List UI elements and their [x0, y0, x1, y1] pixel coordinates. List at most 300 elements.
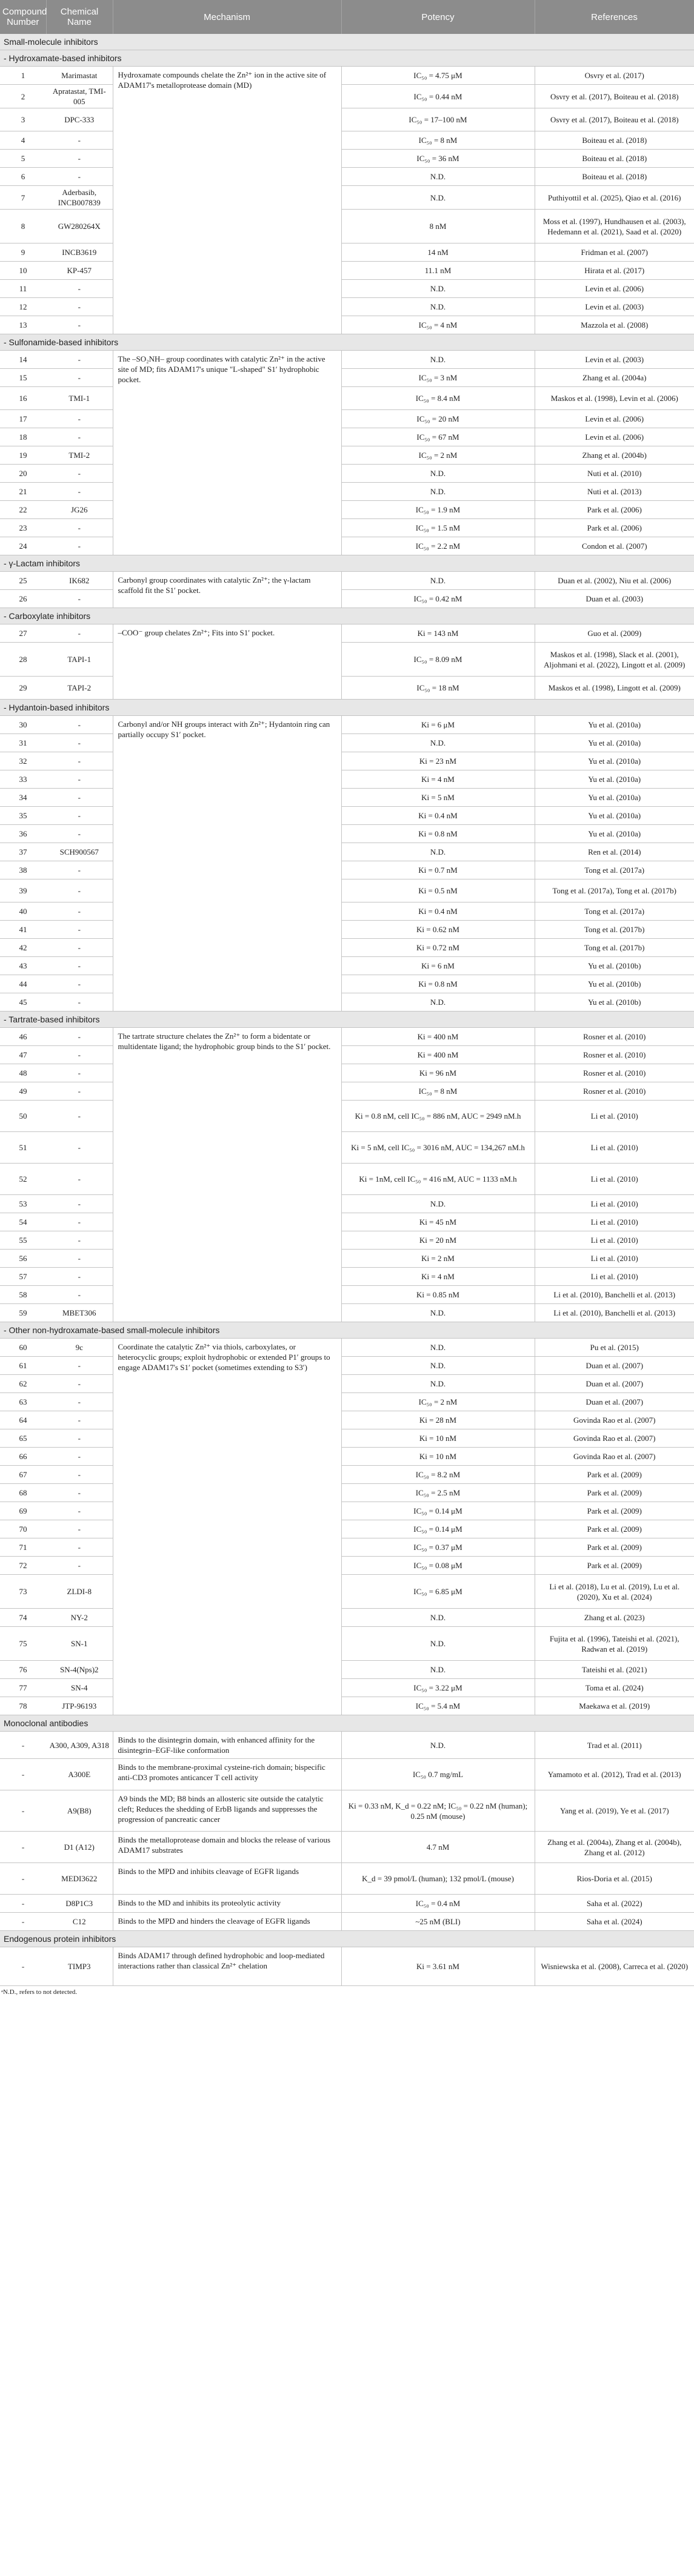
table-row: [0, 807, 694, 825]
potency: IC₅₀ = 2.5 nM: [341, 1484, 535, 1502]
chemical-name: -: [46, 957, 113, 975]
chemical-name: -: [46, 1231, 113, 1250]
potency: Ki = 28 nM: [341, 1411, 535, 1429]
chemical-name: Apratastat, TMI-005: [46, 85, 113, 108]
potency: N.D.: [341, 280, 535, 298]
mechanism: Binds to the disintegrin domain, with enhanced affinity for the disintegrin–EGF-like conformation: [113, 1732, 341, 1759]
reference: Maskos et al. (1998), Lingott et al. (2009): [535, 677, 694, 700]
potency: Ki = 6 nM: [341, 957, 535, 975]
potency: Ki = 10 nM: [341, 1429, 535, 1448]
table-row: [0, 770, 694, 789]
header-row: [0, 0, 694, 34]
chemical-name: Aderbasib, INCB007839: [46, 186, 113, 210]
compound-number: 20: [0, 465, 46, 483]
potency: Ki = 0.4 nM: [341, 807, 535, 825]
compound-number: 2: [0, 85, 46, 108]
potency: IC₅₀ = 20 nM: [341, 410, 535, 428]
compound-number: 43: [0, 957, 46, 975]
potency: IC₅₀ = 1.5 nM: [341, 519, 535, 537]
compound-number: 36: [0, 825, 46, 843]
table-row: [0, 428, 694, 446]
table-row: [0, 1286, 694, 1304]
chemical-name: INCB3619: [46, 243, 113, 262]
table-row: [0, 1575, 694, 1609]
subsection-header: [0, 555, 694, 572]
table-row: [0, 861, 694, 879]
compound-number: 54: [0, 1213, 46, 1231]
table-row: [0, 1357, 694, 1375]
reference: Moss et al. (1997), Hundhausen et al. (2003), Hedemann et al. (2021), Saad et al. (2020): [535, 210, 694, 243]
table-row: [0, 1947, 694, 1986]
compound-number: 1: [0, 67, 46, 85]
chemical-name: -: [46, 590, 113, 608]
table-row: [0, 351, 694, 369]
potency: N.D.: [341, 1732, 535, 1759]
chemical-name: A300E: [46, 1759, 113, 1790]
reference: Osvry et al. (2017), Boiteau et al. (2018): [535, 85, 694, 108]
potency: N.D.: [341, 993, 535, 1012]
section-label: Monoclonal antibodies: [0, 1715, 694, 1732]
potency: Ki = 0.8 nM: [341, 975, 535, 993]
potency: IC₅₀ = 0.08 μM: [341, 1557, 535, 1575]
table-row: [0, 186, 694, 210]
table-row: [0, 150, 694, 168]
potency: ~25 nM (BLI): [341, 1913, 535, 1931]
potency: IC₅₀ = 8 nM: [341, 131, 535, 150]
table-row: [0, 387, 694, 410]
chemical-name: -: [46, 1502, 113, 1520]
compound-number: 16: [0, 387, 46, 410]
table-row: [0, 1375, 694, 1393]
reference: Li et al. (2010), Banchelli et al. (2013): [535, 1304, 694, 1322]
reference: Yu et al. (2010a): [535, 789, 694, 807]
compound-number: 67: [0, 1466, 46, 1484]
table-row: [0, 262, 694, 280]
potency: Ki = 4 nM: [341, 770, 535, 789]
compound-number: 78: [0, 1697, 46, 1715]
chemical-name: C12: [46, 1913, 113, 1931]
reference: Duan et al. (2007): [535, 1357, 694, 1375]
chemical-name: -: [46, 1250, 113, 1268]
mechanism: –COO⁻ group chelates Zn²⁺; Fits into S1′ pocket.: [113, 624, 341, 700]
chemical-name: TIMP3: [46, 1947, 113, 1986]
potency: N.D.: [341, 168, 535, 186]
potency: IC₅₀ = 0.14 μM: [341, 1520, 535, 1538]
section-header: [0, 1931, 694, 1947]
chemical-name: -: [46, 168, 113, 186]
table-row: [0, 298, 694, 316]
reference: Boiteau et al. (2018): [535, 168, 694, 186]
potency: 14 nM: [341, 243, 535, 262]
potency: 4.7 nM: [341, 1832, 535, 1863]
compound-number: -: [0, 1895, 46, 1913]
section-label: Endogenous protein inhibitors: [0, 1931, 694, 1947]
chemical-name: -: [46, 465, 113, 483]
mechanism: Binds to the MD and inhibits its proteolytic activity: [113, 1895, 341, 1913]
mechanism: A9 binds the MD; B8 binds an allosteric site outside the catalytic cleft; Reduces the shedding of ErbB ligands and suppresses the progression of pancreatic cancer: [113, 1790, 341, 1832]
chemical-name: -: [46, 428, 113, 446]
table-row: [0, 1609, 694, 1627]
chemical-name: -: [46, 1429, 113, 1448]
reference: Li et al. (2010): [535, 1213, 694, 1231]
subsection-header: [0, 700, 694, 716]
chemical-name: -: [46, 1028, 113, 1046]
table-row: [0, 1502, 694, 1520]
reference: Duan et al. (2007): [535, 1375, 694, 1393]
reference: Trad et al. (2011): [535, 1732, 694, 1759]
table-row: [0, 939, 694, 957]
reference: Yu et al. (2010a): [535, 770, 694, 789]
compound-number: 63: [0, 1393, 46, 1411]
chemical-name: -: [46, 1538, 113, 1557]
table-row: [0, 677, 694, 700]
compound-number: 28: [0, 643, 46, 677]
table-row: [0, 537, 694, 555]
potency: IC₅₀ = 67 nM: [341, 428, 535, 446]
subsection-label: - Other non-hydroxamate-based small-molecule inhibitors: [0, 1322, 694, 1339]
reference: Pu et al. (2015): [535, 1339, 694, 1357]
potency: IC₅₀ = 2 nM: [341, 446, 535, 465]
mechanism: Binds to the MPD and inhibits cleavage of EGFR ligands: [113, 1863, 341, 1895]
potency: Ki = 45 nM: [341, 1213, 535, 1231]
reference: Zhang et al. (2004a), Zhang et al. (2004b), Zhang et al. (2012): [535, 1832, 694, 1863]
reference: Boiteau et al. (2018): [535, 131, 694, 150]
table-row: [0, 752, 694, 770]
chemical-name: -: [46, 369, 113, 387]
chemical-name: -: [46, 1046, 113, 1064]
compound-number: 60: [0, 1339, 46, 1357]
chemical-name: -: [46, 1132, 113, 1164]
reference: Tateishi et al. (2021): [535, 1661, 694, 1679]
chemical-name: -: [46, 483, 113, 501]
subsection-header: [0, 1322, 694, 1339]
potency: K_d = 39 pmol/L (human); 132 pmol/L (mouse): [341, 1863, 535, 1895]
compound-number: 68: [0, 1484, 46, 1502]
potency: IC₅₀ = 18 nM: [341, 677, 535, 700]
chemical-name: -: [46, 939, 113, 957]
table-row: [0, 1661, 694, 1679]
chemical-name: -: [46, 1557, 113, 1575]
compound-number: 62: [0, 1375, 46, 1393]
chemical-name: -: [46, 1357, 113, 1375]
potency: N.D.: [341, 465, 535, 483]
compound-number: 7: [0, 186, 46, 210]
potency: N.D.: [341, 1375, 535, 1393]
reference: Govinda Rao et al. (2007): [535, 1411, 694, 1429]
table-row: [0, 975, 694, 993]
subsection-label: - Hydantoin-based inhibitors: [0, 700, 694, 716]
potency: IC₅₀ = 5.4 nM: [341, 1697, 535, 1715]
section-header: [0, 34, 694, 50]
reference: Govinda Rao et al. (2007): [535, 1429, 694, 1448]
potency: N.D.: [341, 1627, 535, 1661]
chemical-name: -: [46, 1286, 113, 1304]
potency: N.D.: [341, 734, 535, 752]
chemical-name: -: [46, 789, 113, 807]
header-potency: Potency: [341, 0, 535, 34]
chemical-name: JG26: [46, 501, 113, 519]
table-row: [0, 1250, 694, 1268]
reference: Rosner et al. (2010): [535, 1082, 694, 1101]
header-mechanism: Mechanism: [113, 0, 341, 34]
potency: Ki = 96 nM: [341, 1064, 535, 1082]
table-row: [0, 131, 694, 150]
table-row: [0, 1028, 694, 1046]
compound-number: 24: [0, 537, 46, 555]
chemical-name: -: [46, 993, 113, 1012]
compound-number: 76: [0, 1661, 46, 1679]
chemical-name: -: [46, 1466, 113, 1484]
chemical-name: SCH900567: [46, 843, 113, 861]
reference: Li et al. (2010): [535, 1164, 694, 1195]
subsection-header: [0, 50, 694, 67]
compound-number: 47: [0, 1046, 46, 1064]
chemical-name: -: [46, 1375, 113, 1393]
reference: Levin et al. (2006): [535, 410, 694, 428]
reference: Park et al. (2006): [535, 501, 694, 519]
potency: Ki = 143 nM: [341, 624, 535, 643]
potency: Ki = 400 nM: [341, 1028, 535, 1046]
compound-number: 18: [0, 428, 46, 446]
compound-number: -: [0, 1790, 46, 1832]
header-chemical-name: Chemical Name: [46, 0, 113, 34]
compound-number: 59: [0, 1304, 46, 1322]
reference: Fujita et al. (1996), Tateishi et al. (2021), Radwan et al. (2019): [535, 1627, 694, 1661]
table-row: [0, 1679, 694, 1697]
potency: IC₅₀ = 1.9 nM: [341, 501, 535, 519]
compound-number: 22: [0, 501, 46, 519]
table-row: [0, 902, 694, 921]
chemical-name: -: [46, 519, 113, 537]
table-row: [0, 879, 694, 902]
reference: Yamamoto et al. (2012), Trad et al. (2013): [535, 1759, 694, 1790]
compound-number: 40: [0, 902, 46, 921]
table-row: [0, 410, 694, 428]
reference: Yu et al. (2010a): [535, 825, 694, 843]
compound-number: 4: [0, 131, 46, 150]
potency: IC₅₀ = 8.4 nM: [341, 387, 535, 410]
reference: Osvry et al. (2017), Boiteau et al. (2018): [535, 108, 694, 131]
compound-number: 53: [0, 1195, 46, 1213]
potency: N.D.: [341, 483, 535, 501]
compound-number: 25: [0, 572, 46, 590]
chemical-name: -: [46, 716, 113, 734]
compound-number: 77: [0, 1679, 46, 1697]
table-row: [0, 1429, 694, 1448]
section-header: [0, 1715, 694, 1732]
table-row: [0, 1913, 694, 1931]
potency: Ki = 0.8 nM: [341, 825, 535, 843]
mechanism: Binds to the membrane-proximal cysteine-rich domain; bispecific anti-CD3 promotes anticancer T cell activity: [113, 1759, 341, 1790]
table-body: [0, 34, 694, 1986]
potency: IC₅₀ = 8.09 nM: [341, 643, 535, 677]
table-row: [0, 316, 694, 334]
potency: Ki = 0.33 nM, K_d = 0.22 nM; IC₅₀ = 0.22 nM (human); 0.25 nM (mouse): [341, 1790, 535, 1832]
mechanism: Binds the metalloprotease domain and blocks the release of various ADAM17 substrates: [113, 1832, 341, 1863]
reference: Tong et al. (2017a), Tong et al. (2017b): [535, 879, 694, 902]
potency: N.D.: [341, 1339, 535, 1357]
potency: Ki = 0.62 nM: [341, 921, 535, 939]
compound-number: 33: [0, 770, 46, 789]
table-row: [0, 1304, 694, 1322]
reference: Park et al. (2009): [535, 1538, 694, 1557]
compound-number: 52: [0, 1164, 46, 1195]
subsection-label: - Sulfonamide-based inhibitors: [0, 334, 694, 351]
subsection-header: [0, 1012, 694, 1028]
potency: IC₅₀ = 8 nM: [341, 1082, 535, 1101]
table-row: [0, 1393, 694, 1411]
compound-number: 9: [0, 243, 46, 262]
chemical-name: SN-4: [46, 1679, 113, 1697]
reference: Tong et al. (2017a): [535, 902, 694, 921]
reference: Boiteau et al. (2018): [535, 150, 694, 168]
subsection-header: [0, 608, 694, 624]
table-row: [0, 1790, 694, 1832]
reference: Li et al. (2010): [535, 1195, 694, 1213]
compound-number: 19: [0, 446, 46, 465]
potency: IC₅₀ = 0.44 nM: [341, 85, 535, 108]
chemical-name: -: [46, 879, 113, 902]
compound-number: -: [0, 1913, 46, 1931]
potency: Ki = 0.85 nM: [341, 1286, 535, 1304]
subsection-label: - Tartrate-based inhibitors: [0, 1012, 694, 1028]
potency: 8 nM: [341, 210, 535, 243]
reference: Hirata et al. (2017): [535, 262, 694, 280]
potency: IC₅₀ = 0.4 nM: [341, 1895, 535, 1913]
chemical-name: -: [46, 1082, 113, 1101]
chemical-name: -: [46, 734, 113, 752]
compound-number: 58: [0, 1286, 46, 1304]
reference: Guo et al. (2009): [535, 624, 694, 643]
chemical-name: -: [46, 150, 113, 168]
reference: Toma et al. (2024): [535, 1679, 694, 1697]
table-row: [0, 789, 694, 807]
compound-number: 75: [0, 1627, 46, 1661]
reference: Rosner et al. (2010): [535, 1028, 694, 1046]
section-label: Small-molecule inhibitors: [0, 34, 694, 50]
compound-number: 42: [0, 939, 46, 957]
compound-number: 26: [0, 590, 46, 608]
compound-number: 70: [0, 1520, 46, 1538]
potency: IC₅₀ = 4.75 μM: [341, 67, 535, 85]
compound-number: 30: [0, 716, 46, 734]
table-row: [0, 1895, 694, 1913]
table-row: [0, 243, 694, 262]
reference: Park et al. (2009): [535, 1466, 694, 1484]
table-row: [0, 1832, 694, 1863]
reference: Rios-Doria et al. (2015): [535, 1863, 694, 1895]
table-row: [0, 1557, 694, 1575]
table-row: [0, 843, 694, 861]
subsection-label: - Carboxylate inhibitors: [0, 608, 694, 624]
reference: Yu et al. (2010a): [535, 807, 694, 825]
compound-number: 56: [0, 1250, 46, 1268]
chemical-name: SN-4(Nps)2: [46, 1661, 113, 1679]
potency: IC₅₀ = 6.85 μM: [341, 1575, 535, 1609]
potency: Ki = 6 μM: [341, 716, 535, 734]
chemical-name: A9(B8): [46, 1790, 113, 1832]
potency: IC₅₀ = 0.37 μM: [341, 1538, 535, 1557]
reference: Levin et al. (2006): [535, 428, 694, 446]
compound-number: 64: [0, 1411, 46, 1429]
mechanism: The tartrate structure chelates the Zn²⁺ to form a bidentate or multidentate ligand; the hydrophobic group binds to the S1′ pocket.: [113, 1028, 341, 1322]
table-row: [0, 1046, 694, 1064]
table-row: [0, 590, 694, 608]
compound-number: 61: [0, 1357, 46, 1375]
chemical-name: NY-2: [46, 1609, 113, 1627]
compound-number: 72: [0, 1557, 46, 1575]
potency: N.D.: [341, 1304, 535, 1322]
potency: IC₅₀ = 0.42 nM: [341, 590, 535, 608]
chemical-name: TMI-1: [46, 387, 113, 410]
reference: Park et al. (2006): [535, 519, 694, 537]
table-row: [0, 643, 694, 677]
potency: IC₅₀ = 2.2 nM: [341, 537, 535, 555]
table-row: [0, 1268, 694, 1286]
chemical-name: -: [46, 770, 113, 789]
chemical-name: MBET306: [46, 1304, 113, 1322]
table-row: [0, 1339, 694, 1357]
table-row: [0, 280, 694, 298]
chemical-name: MEDI3622: [46, 1863, 113, 1895]
chemical-name: SN-1: [46, 1627, 113, 1661]
table-row: [0, 572, 694, 590]
chemical-name: -: [46, 1213, 113, 1231]
reference: Li et al. (2010): [535, 1231, 694, 1250]
subsection-label: - Hydroxamate-based inhibitors: [0, 50, 694, 67]
mechanism: Coordinate the catalytic Zn²⁺ via thiols, carboxylates, or heterocyclic groups; exploit hydrophobic or extended P1′ groups to engage ADAM17's S1′ pocket (sometimes extending to S3′): [113, 1339, 341, 1715]
table-row: [0, 1732, 694, 1759]
potency: N.D.: [341, 1609, 535, 1627]
compound-number: 39: [0, 879, 46, 902]
table-row: [0, 369, 694, 387]
potency: Ki = 3.61 nM: [341, 1947, 535, 1986]
reference: Zhang et al. (2004b): [535, 446, 694, 465]
header-references: References: [535, 0, 694, 34]
potency: N.D.: [341, 298, 535, 316]
chemical-name: -: [46, 1064, 113, 1082]
chemical-name: -: [46, 1164, 113, 1195]
chemical-name: -: [46, 1448, 113, 1466]
potency: N.D.: [341, 1357, 535, 1375]
reference: Levin et al. (2006): [535, 280, 694, 298]
mechanism: Hydroxamate compounds chelate the Zn²⁺ ion in the active site of ADAM17's metalloprotease domain (MD): [113, 67, 341, 334]
potency: Ki = 400 nM: [341, 1046, 535, 1064]
table-row: [0, 168, 694, 186]
table-row: [0, 734, 694, 752]
compound-number: 17: [0, 410, 46, 428]
table-row: [0, 1448, 694, 1466]
chemical-name: A300, A309, A318: [46, 1732, 113, 1759]
chemical-name: -: [46, 131, 113, 150]
compound-number: 51: [0, 1132, 46, 1164]
table-row: [0, 85, 694, 108]
chemical-name: TAPI-2: [46, 677, 113, 700]
chemical-name: -: [46, 298, 113, 316]
chemical-name: -: [46, 351, 113, 369]
compound-number: 12: [0, 298, 46, 316]
potency: N.D.: [341, 843, 535, 861]
subsection-label: - γ-Lactam inhibitors: [0, 555, 694, 572]
reference: Li et al. (2010): [535, 1250, 694, 1268]
reference: Nuti et al. (2010): [535, 465, 694, 483]
compound-number: 50: [0, 1101, 46, 1132]
compound-number: 38: [0, 861, 46, 879]
compound-number: 71: [0, 1538, 46, 1557]
mechanism: Binds ADAM17 through defined hydrophobic and loop-mediated interactions rather than classical Zn²⁺ chelation: [113, 1947, 341, 1986]
reference: Li et al. (2010): [535, 1101, 694, 1132]
reference: Tong et al. (2017a): [535, 861, 694, 879]
